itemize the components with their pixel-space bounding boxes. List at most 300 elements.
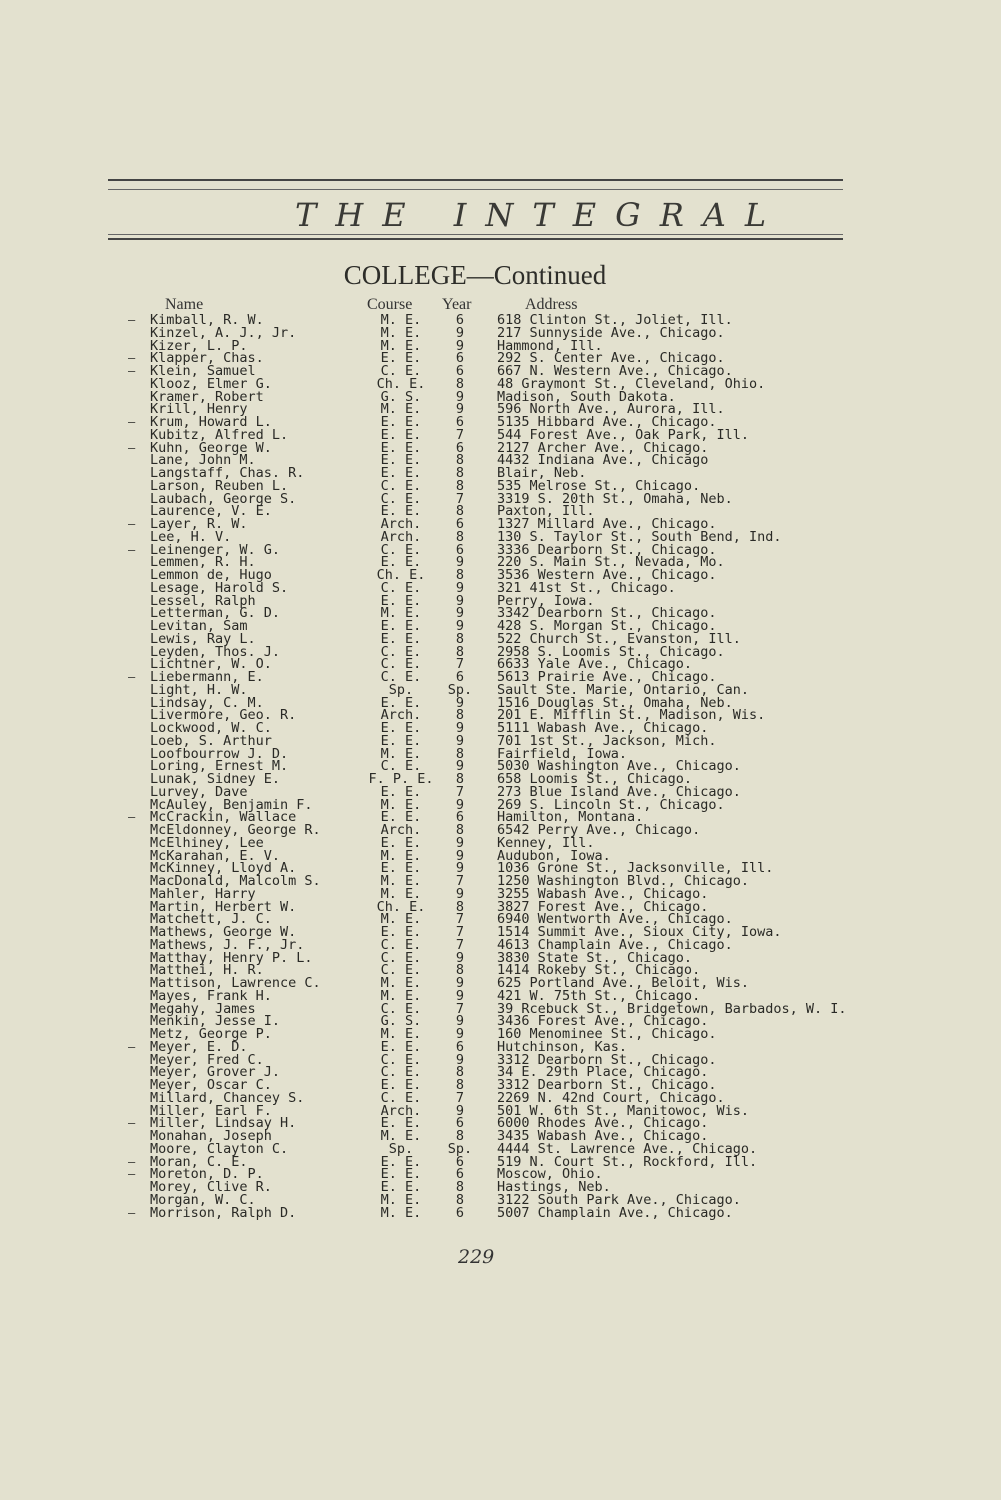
student-name: Metz, George P. xyxy=(150,1026,272,1042)
class-year: 8 xyxy=(455,771,465,787)
course-code: Arch. xyxy=(380,707,422,724)
course-code: Arch. xyxy=(380,528,422,545)
class-year: 7 xyxy=(455,1089,465,1106)
student-name: Klapper, Chas. xyxy=(150,350,264,367)
course-code: E. E. xyxy=(380,554,422,571)
row-mark: — xyxy=(128,1205,136,1220)
class-year: 8 xyxy=(455,630,465,647)
student-address: 4432 Indiana Ave., Chicago xyxy=(497,452,709,469)
course-code: E. E. xyxy=(380,350,422,367)
course-code: E. E. xyxy=(380,630,422,647)
student-name: Martin, Herbert W. xyxy=(150,898,297,915)
class-year: 7 xyxy=(455,656,465,673)
row-mark: — xyxy=(128,440,136,455)
student-address: 701 1st St., Jackson, Mich. xyxy=(497,732,717,749)
student-name: Krill, Henry xyxy=(150,401,248,418)
course-code: M. E. xyxy=(380,324,422,341)
course-code: C. E. xyxy=(380,1051,422,1068)
course-code: C. E. xyxy=(380,477,422,494)
class-year: 8 xyxy=(455,745,465,762)
class-year: 9 xyxy=(455,592,465,609)
student-address: Paxton, Ill. xyxy=(497,503,595,520)
course-code: M. E. xyxy=(380,796,422,813)
class-year: 7 xyxy=(455,873,465,889)
student-name: Mahler, Harry xyxy=(150,885,256,902)
student-name: Morey, Clive R. xyxy=(150,1179,272,1195)
course-code: E. E. xyxy=(380,426,422,443)
class-year: 9 xyxy=(455,1102,465,1119)
class-year: 8 xyxy=(455,1128,465,1144)
student-name: Moran, C. E. xyxy=(150,1153,248,1170)
student-name: Lemmon de, Hugo xyxy=(150,567,272,583)
class-year: 9 xyxy=(455,1026,465,1042)
page-number: 229 xyxy=(458,1246,495,1268)
class-year: 8 xyxy=(455,465,465,481)
student-address: 1514 Summit Ave., Sioux City, Iowa. xyxy=(497,924,782,940)
column-header-name: Name xyxy=(165,296,204,313)
row-mark: — xyxy=(128,810,136,825)
student-address: 2958 S. Loomis St., Chicago. xyxy=(497,643,725,660)
course-code: E. E. xyxy=(380,592,422,609)
course-code: M. E. xyxy=(380,885,422,902)
class-year: 8 xyxy=(455,477,465,494)
student-name: Liebermann, E. xyxy=(150,669,264,685)
student-address: 658 Loomis St., Chicago. xyxy=(497,771,693,787)
student-address: 1414 Rokeby St., Chicago. xyxy=(497,962,701,979)
course-code: M. E. xyxy=(380,987,422,1004)
student-address: Blair, Neb. xyxy=(497,465,587,481)
course-code: M. E. xyxy=(380,975,422,991)
column-header-year: Year xyxy=(442,296,472,313)
class-year: 6 xyxy=(455,809,465,826)
course-code: G. S. xyxy=(380,1013,422,1030)
student-name: Levitan, Sam xyxy=(150,618,248,634)
student-name: Morgan, W. C. xyxy=(150,1191,256,1208)
student-name: Lichtner, W. O. xyxy=(150,656,272,673)
course-code: Arch. xyxy=(380,516,422,532)
student-address: 321 41st St., Chicago. xyxy=(497,579,676,596)
student-address: Hastings, Neb. xyxy=(497,1179,611,1195)
class-year: 9 xyxy=(455,554,465,571)
row-mark: — xyxy=(128,1116,136,1131)
course-code: M. E. xyxy=(380,312,422,328)
row-mark: — xyxy=(128,542,136,557)
course-code: M. E. xyxy=(380,605,422,622)
class-year: 8 xyxy=(455,898,465,915)
class-year: 6 xyxy=(455,414,465,430)
student-address: 3312 Dearborn St., Chicago. xyxy=(497,1051,717,1068)
course-code: M. E. xyxy=(380,1128,422,1144)
student-name: Mayes, Frank H. xyxy=(150,987,272,1004)
class-year: 8 xyxy=(455,1179,465,1195)
class-year: 6 xyxy=(455,312,465,328)
student-name: Matthay, Henry P. L. xyxy=(150,949,313,966)
student-name: Langstaff, Chas. R. xyxy=(150,465,305,481)
row-mark: — xyxy=(128,313,136,327)
student-name: McEldonney, George R. xyxy=(150,822,321,838)
course-code: E. E. xyxy=(380,503,422,520)
student-address: 1036 Grone St., Jacksonville, Ill. xyxy=(497,860,774,877)
class-year: 6 xyxy=(455,516,465,532)
student-address: 269 S. Lincoln St., Chicago. xyxy=(497,796,725,813)
course-code: E. E. xyxy=(380,618,422,634)
class-year: 6 xyxy=(455,1115,465,1132)
student-address: 3830 State St., Chicago. xyxy=(497,949,693,966)
student-address: 48 Graymont St., Cleveland, Ohio. xyxy=(497,375,766,392)
course-code: M. E. xyxy=(380,1191,422,1208)
student-address: 5135 Hibbard Ave., Chicago. xyxy=(497,414,717,430)
student-address: 160 Menominee St., Chicago. xyxy=(497,1026,717,1042)
course-code: E. E. xyxy=(380,834,422,851)
class-year: 9 xyxy=(455,579,465,596)
student-address: 625 Portland Ave., Beloit, Wis. xyxy=(497,975,749,991)
class-year: 6 xyxy=(455,350,465,367)
class-year: 9 xyxy=(455,834,465,851)
student-address: Fairfield, Iowa. xyxy=(497,745,628,762)
student-address: 4613 Champlain Ave., Chicago. xyxy=(497,936,733,953)
student-address: 2269 N. 42nd Court, Chicago. xyxy=(497,1089,725,1106)
student-address: Perry, Iowa. xyxy=(497,592,595,609)
student-name: McElhiney, Lee xyxy=(150,834,264,851)
course-code: E. E. xyxy=(380,414,422,430)
course-code: Arch. xyxy=(380,1102,422,1119)
course-code: E. E. xyxy=(380,809,422,826)
row-mark: — xyxy=(128,415,136,429)
class-year: 8 xyxy=(455,375,465,392)
row-mark: — xyxy=(128,351,136,366)
student-name: Laurence, V. E. xyxy=(150,503,272,520)
course-code: G. S. xyxy=(380,388,422,405)
table-row xyxy=(0,1204,1001,1221)
student-address: 217 Sunnyside Ave., Chicago. xyxy=(497,324,725,341)
class-year: 9 xyxy=(455,860,465,877)
student-address: 535 Melrose St., Chicago. xyxy=(497,477,701,494)
student-address: Sault Ste. Marie, Ontario, Can. xyxy=(497,681,749,698)
student-name: Monahan, Joseph xyxy=(150,1128,272,1144)
class-year: 7 xyxy=(455,426,465,443)
student-address: Audubon, Iowa. xyxy=(497,847,611,864)
course-code: Ch. E. xyxy=(376,375,426,392)
course-code: E. E. xyxy=(380,694,422,711)
student-address: 5111 Wabash Ave., Chicago. xyxy=(497,720,709,736)
student-address: 5007 Champlain Ave., Chicago. xyxy=(497,1204,733,1221)
course-code: C. E. xyxy=(380,656,422,673)
student-name: Meyer, Fred C. xyxy=(150,1051,264,1068)
student-address: Moscow, Ohio. xyxy=(497,1166,603,1183)
class-year: 9 xyxy=(455,975,465,991)
course-code: C. E. xyxy=(380,490,422,507)
student-name: Krum, Howard L. xyxy=(150,414,272,430)
student-name: Leinenger, W. G. xyxy=(150,541,281,558)
class-year: 8 xyxy=(455,643,465,660)
bottom-rule xyxy=(108,238,843,240)
class-year: 8 xyxy=(455,707,465,724)
class-year: 6 xyxy=(455,363,465,379)
class-year: 6 xyxy=(455,1204,465,1221)
column-header-course: Course xyxy=(367,296,413,313)
student-address: 522 Church St., Evanston, Ill. xyxy=(497,630,741,647)
course-code: E. E. xyxy=(380,720,422,736)
student-address: Madison, South Dakota. xyxy=(497,388,676,405)
course-code: C. E. xyxy=(380,669,422,685)
student-name: Moreton, D. P. xyxy=(150,1166,264,1183)
course-code: M. E. xyxy=(380,873,422,889)
course-code: M. E. xyxy=(380,337,422,354)
course-code: C. E. xyxy=(380,962,422,979)
course-code: C. E. xyxy=(380,579,422,596)
student-name: Miller, Earl F. xyxy=(150,1102,272,1119)
student-address: 3436 Forest Ave., Chicago. xyxy=(497,1013,709,1030)
class-year: 9 xyxy=(455,885,465,902)
student-address: 501 W. 6th St., Manitowoc, Wis. xyxy=(497,1102,749,1119)
student-name: Kimball, R. W. xyxy=(150,312,264,328)
class-year: 9 xyxy=(455,720,465,736)
course-code: C. E. xyxy=(380,363,422,379)
student-address: 1250 Washington Blvd., Chicago. xyxy=(497,873,749,889)
student-name: McCrackin, Wallace xyxy=(150,809,297,826)
course-code: E. E. xyxy=(380,465,422,481)
class-year: 8 xyxy=(455,1077,465,1093)
student-name: Lemmen, R. H. xyxy=(150,554,256,571)
class-year: 9 xyxy=(455,1013,465,1030)
student-address: 544 Forest Ave., Oak Park, Ill. xyxy=(497,426,749,443)
student-name: Matchett, J. C. xyxy=(150,911,272,928)
student-address: 3319 S. 20th St., Omaha, Neb. xyxy=(497,490,733,507)
course-code: C. E. xyxy=(380,643,422,660)
class-year: 7 xyxy=(455,924,465,940)
student-name: Klooz, Elmer G. xyxy=(150,375,272,392)
bottom-rule-thin xyxy=(108,234,843,235)
student-address: 130 S. Taylor St., South Bend, Ind. xyxy=(497,528,782,545)
student-name: Meyer, E. D. xyxy=(150,1038,248,1055)
course-code: E. E. xyxy=(380,732,422,749)
student-address: 3122 South Park Ave., Chicago. xyxy=(497,1191,741,1208)
student-name: Light, H. W. xyxy=(150,681,248,698)
row-mark: — xyxy=(128,1167,136,1182)
student-address: 3342 Dearborn St., Chicago. xyxy=(497,605,717,622)
student-name: Matthei, H. R. xyxy=(150,962,264,979)
student-address: 34 E. 29th Place, Chicago. xyxy=(497,1064,709,1081)
class-year: 9 xyxy=(455,847,465,864)
class-year: 6 xyxy=(455,541,465,558)
class-year: Sp. xyxy=(447,1140,473,1157)
student-name: Menkin, Jesse I. xyxy=(150,1013,281,1030)
course-code: C. E. xyxy=(380,949,422,966)
student-address: 220 S. Main St., Nevada, Mo. xyxy=(497,554,725,571)
student-name: Lee, H. V. xyxy=(150,528,232,545)
course-code: Ch. E. xyxy=(376,567,426,583)
top-rule xyxy=(108,179,843,181)
course-code: E. E. xyxy=(380,439,422,456)
student-name: Meyer, Grover J. xyxy=(150,1064,281,1081)
row-mark: — xyxy=(128,1154,136,1169)
student-list xyxy=(0,314,1001,1219)
student-address: 618 Clinton St., Joliet, Ill. xyxy=(497,312,733,328)
row-mark: — xyxy=(128,670,136,684)
course-code: C. E. xyxy=(380,1064,422,1081)
section-title: COLLEGE—Continued xyxy=(343,260,607,290)
student-address: 6633 Yale Ave., Chicago. xyxy=(497,656,693,673)
student-name: MacDonald, Malcolm S. xyxy=(150,873,321,889)
class-year: 8 xyxy=(455,503,465,520)
student-name: Layer, R. W. xyxy=(150,516,248,532)
course-code: C. E. xyxy=(380,1000,422,1017)
course-code: C. E. xyxy=(380,758,422,775)
student-name: Mattison, Lawrence C. xyxy=(150,975,321,991)
course-code: E. E. xyxy=(380,1115,422,1132)
student-name: Meyer, Oscar C. xyxy=(150,1077,272,1093)
student-address: Hammond, Ill. xyxy=(497,337,603,354)
student-address: 3435 Wabash Ave., Chicago. xyxy=(497,1128,709,1144)
class-year: 7 xyxy=(455,911,465,928)
student-name: Laubach, George S. xyxy=(150,490,297,507)
student-name: Loeb, S. Arthur xyxy=(150,732,272,749)
student-address: 3255 Wabash Ave., Chicago. xyxy=(497,885,709,902)
student-name: Kinzel, A. J., Jr. xyxy=(150,324,297,341)
student-name: Letterman, G. D. xyxy=(150,605,281,622)
student-name: Morrison, Ralph D. xyxy=(150,1204,297,1221)
class-year: 9 xyxy=(455,324,465,341)
student-address: 5613 Prairie Ave., Chicago. xyxy=(497,669,717,685)
course-code: C. E. xyxy=(380,936,422,953)
class-year: 7 xyxy=(455,936,465,953)
student-name: Livermore, Geo. R. xyxy=(150,707,297,724)
student-address: 3312 Dearborn St., Chicago. xyxy=(497,1077,717,1093)
student-address: 421 W. 75th St., Chicago. xyxy=(497,987,701,1004)
student-address: 2127 Archer Ave., Chicago. xyxy=(497,439,709,456)
student-name: Mathews, George W. xyxy=(150,924,297,940)
class-year: 8 xyxy=(455,1191,465,1208)
student-name: Leyden, Thos. J. xyxy=(150,643,281,660)
student-address: 292 S. Center Ave., Chicago. xyxy=(497,350,725,367)
course-code: C. E. xyxy=(380,1089,422,1106)
class-year: 8 xyxy=(455,962,465,979)
class-year: 9 xyxy=(455,605,465,622)
course-code: Arch. xyxy=(380,822,422,838)
course-code: M. E. xyxy=(380,1204,422,1221)
student-name: Lockwood, W. C. xyxy=(150,720,272,736)
student-address: 1327 Millard Ave., Chicago. xyxy=(497,516,717,532)
course-code: E. E. xyxy=(380,783,422,800)
course-code: E. E. xyxy=(380,1077,422,1093)
course-code: E. E. xyxy=(380,1166,422,1183)
student-name: Millard, Chancey S. xyxy=(150,1089,305,1106)
student-name: Lunak, Sidney E. xyxy=(150,771,281,787)
class-year: 8 xyxy=(455,822,465,838)
student-address: 667 N. Western Ave., Chicago. xyxy=(497,363,733,379)
student-name: Lewis, Ray L. xyxy=(150,630,256,647)
student-address: 3827 Forest Ave., Chicago. xyxy=(497,898,709,915)
column-header-address: Address xyxy=(525,296,578,313)
class-year: 6 xyxy=(455,1166,465,1183)
class-year: 8 xyxy=(455,567,465,583)
class-year: 9 xyxy=(455,758,465,775)
student-name: Kuhn, George W. xyxy=(150,439,272,456)
course-code: E. E. xyxy=(380,860,422,877)
class-year: 6 xyxy=(455,1153,465,1170)
course-code: E. E. xyxy=(380,924,422,940)
student-address: 519 N. Court St., Rockford, Ill. xyxy=(497,1153,758,1170)
top-rule-thin xyxy=(108,189,843,190)
student-name: Kubitz, Alfred L. xyxy=(150,426,289,443)
student-address: Hutchinson, Kas. xyxy=(497,1038,628,1055)
student-name: McKarahan, E. V. xyxy=(150,847,281,864)
course-code: M. E. xyxy=(380,401,422,418)
student-address: 3336 Dearborn St., Chicago. xyxy=(497,541,717,558)
student-address: 596 North Ave., Aurora, Ill. xyxy=(497,401,725,418)
class-year: 9 xyxy=(455,337,465,354)
student-name: Lesage, Harold S. xyxy=(150,579,289,596)
course-code: E. E. xyxy=(380,1153,422,1170)
class-year: 9 xyxy=(455,401,465,418)
class-year: 8 xyxy=(455,528,465,545)
class-year: 9 xyxy=(455,1051,465,1068)
row-mark: — xyxy=(128,1039,136,1054)
course-code: Sp. xyxy=(388,1140,414,1157)
student-address: 5030 Washington Ave., Chicago. xyxy=(497,758,741,775)
course-code: M. E. xyxy=(380,1026,422,1042)
class-year: 6 xyxy=(455,439,465,456)
student-name: Larson, Reuben L. xyxy=(150,477,289,494)
student-name: Lurvey, Dave xyxy=(150,783,248,800)
student-name: Kizer, L. P. xyxy=(150,337,248,354)
student-address: Kenney, Ill. xyxy=(497,834,595,851)
class-year: 9 xyxy=(455,694,465,711)
row-mark: — xyxy=(128,517,136,531)
course-code: E. E. xyxy=(380,452,422,469)
class-year: 9 xyxy=(455,732,465,749)
student-address: Hamilton, Montana. xyxy=(497,809,644,826)
course-code: M. E. xyxy=(380,745,422,762)
student-name: Loofbourrow J. D. xyxy=(150,745,289,762)
class-year: 9 xyxy=(455,618,465,634)
student-address: 4444 St. Lawrence Ave., Chicago. xyxy=(497,1140,758,1157)
student-address: 273 Blue Island Ave., Chicago. xyxy=(497,783,741,800)
student-name: Lane, John M. xyxy=(150,452,256,469)
student-name: Kramer, Robert xyxy=(150,388,264,405)
class-year: 9 xyxy=(455,388,465,405)
course-code: M. E. xyxy=(380,847,422,864)
course-code: E. E. xyxy=(380,1179,422,1195)
student-name: McAuley, Benjamin F. xyxy=(150,796,313,813)
student-address: 6542 Perry Ave., Chicago. xyxy=(497,822,701,838)
student-name: Miller, Lindsay H. xyxy=(150,1115,297,1132)
student-address: 1516 Douglas St., Omaha, Neb. xyxy=(497,694,733,711)
student-name: Mathews, J. F., Jr. xyxy=(150,936,305,953)
class-year: 6 xyxy=(455,1038,465,1055)
student-name: Moore, Clayton C. xyxy=(150,1140,289,1157)
course-code: Ch. E. xyxy=(376,898,426,915)
student-name: Loring, Ernest M. xyxy=(150,758,289,775)
student-address: 428 S. Morgan St., Chicago. xyxy=(497,618,717,634)
course-code: E. E. xyxy=(380,1038,422,1055)
student-name: Klein, Samuel xyxy=(150,363,256,379)
student-name: McKinney, Lloyd A. xyxy=(150,860,297,877)
class-year: 7 xyxy=(455,490,465,507)
class-year: 8 xyxy=(455,452,465,469)
student-address: 3536 Western Ave., Chicago. xyxy=(497,567,717,583)
class-year: 7 xyxy=(455,1000,465,1017)
class-year: 8 xyxy=(455,1064,465,1081)
class-year: 9 xyxy=(455,987,465,1004)
class-year: 9 xyxy=(455,796,465,813)
course-code: F. P. E. xyxy=(368,771,434,787)
student-name: Lindsay, C. M. xyxy=(150,694,264,711)
student-address: 6940 Wentworth Ave., Chicago. xyxy=(497,911,733,928)
row-mark: — xyxy=(128,364,136,378)
student-name: Lessel, Ralph xyxy=(150,592,256,609)
class-year: 9 xyxy=(455,949,465,966)
